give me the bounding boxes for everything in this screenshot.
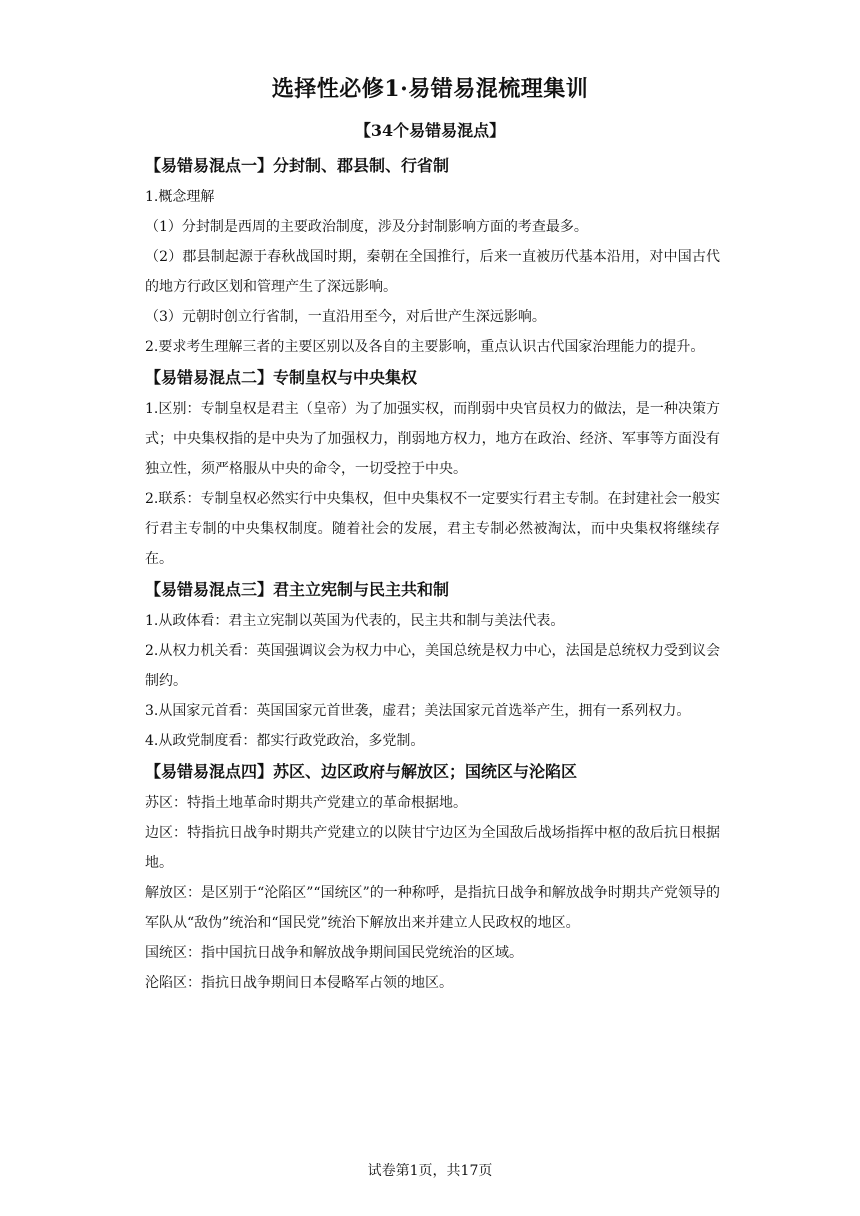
paragraph: （3）元朝时创立行省制，一直沿用至今，对后世产生深远影响。 <box>145 309 546 325</box>
paragraph: （1）分封制是西周的主要政治制度，涉及分封制影响方面的考查最多。 <box>145 219 588 235</box>
paragraph: 2.要求考生理解三者的主要区别以及各自的主要影响，重点认识古代国家治理能力的提升。 <box>145 339 705 355</box>
section-1 <box>145 150 720 362</box>
document-title: 选择性必修1·易错易混梳理集训 <box>271 76 589 102</box>
section-3 <box>145 574 720 756</box>
paragraph: 1.从政体看：君主立宪制以英国为代表的，民主共和制与美法代表。 <box>145 613 565 629</box>
paragraph: 国统区：指中国抗日战争和解放战争期间国民党统治的区域。 <box>145 945 523 961</box>
section-heading: 【易错易混点二】专制皇权与中央集权 <box>145 368 418 387</box>
section-2 <box>145 362 720 574</box>
section-4 <box>145 756 720 998</box>
section-heading: 【易错易混点四】苏区、边区政府与解放区；国统区与沦陷区 <box>145 762 578 781</box>
paragraph: 3.从国家元首看：英国国家元首世袭，虚君；美法国家元首选举产生，拥有一系列权力。 <box>145 703 691 719</box>
paragraph: 4.从政党制度看：都实行政党政治，多党制。 <box>145 733 425 749</box>
paragraph: 边区：特指抗日战争时期共产党建立的以陕甘宁边区为全国敌后战场指挥中枢的敌后抗日根据地。 <box>145 825 720 871</box>
paragraph: 2.联系：专制皇权必然实行中央集权，但中央集权不一定要实行君主专制。在封建社会一般实行君主专制的中央集权制度。随着社会的发展，君主专制必然被淘汰，而中央集权将继续存在。 <box>145 491 720 567</box>
section-heading: 【易错易混点三】君主立宪制与民主共和制 <box>145 580 450 599</box>
paragraph: 2.从权力机关看：英国强调议会为权力中心，美国总统是权力中心，法国是总统权力受到议会制约。 <box>145 643 720 689</box>
paragraph: 沦陷区：指抗日战争期间日本侵略军占领的地区。 <box>145 975 453 991</box>
page-footer: 试卷第1页，共17页 <box>367 1163 493 1179</box>
document-body <box>145 150 720 998</box>
paragraph: 1.区别：专制皇权是君主（皇帝）为了加强实权，而削弱中央官员权力的做法，是一种决策方式；中央集权指的是中央为了加强权力，削弱地方权力，地方在政治、经济、军事等方面没有独立性，须严格服从中央的命令，一切受控于中央。 <box>145 401 720 477</box>
paragraph: 苏区：特指土地革命时期共产党建立的革命根据地。 <box>145 795 467 811</box>
document-subtitle: 【34个易错易混点】 <box>354 121 506 140</box>
paragraph: （2）郡县制起源于春秋战国时期，秦朝在全国推行，后来一直被历代基本沿用，对中国古代的地方行政区划和管理产生了深远影响。 <box>145 249 720 295</box>
paragraph: 解放区：是区别于“沦陷区”“国统区”的一种称呼，是指抗日战争和解放战争时期共产党领导的军队从“敌伪”统治和“国民党”统治下解放出来并建立人民政权的地区。 <box>145 885 720 931</box>
paragraph: 1.概念理解 <box>145 189 215 205</box>
section-heading: 【易错易混点一】分封制、郡县制、行省制 <box>145 156 450 175</box>
